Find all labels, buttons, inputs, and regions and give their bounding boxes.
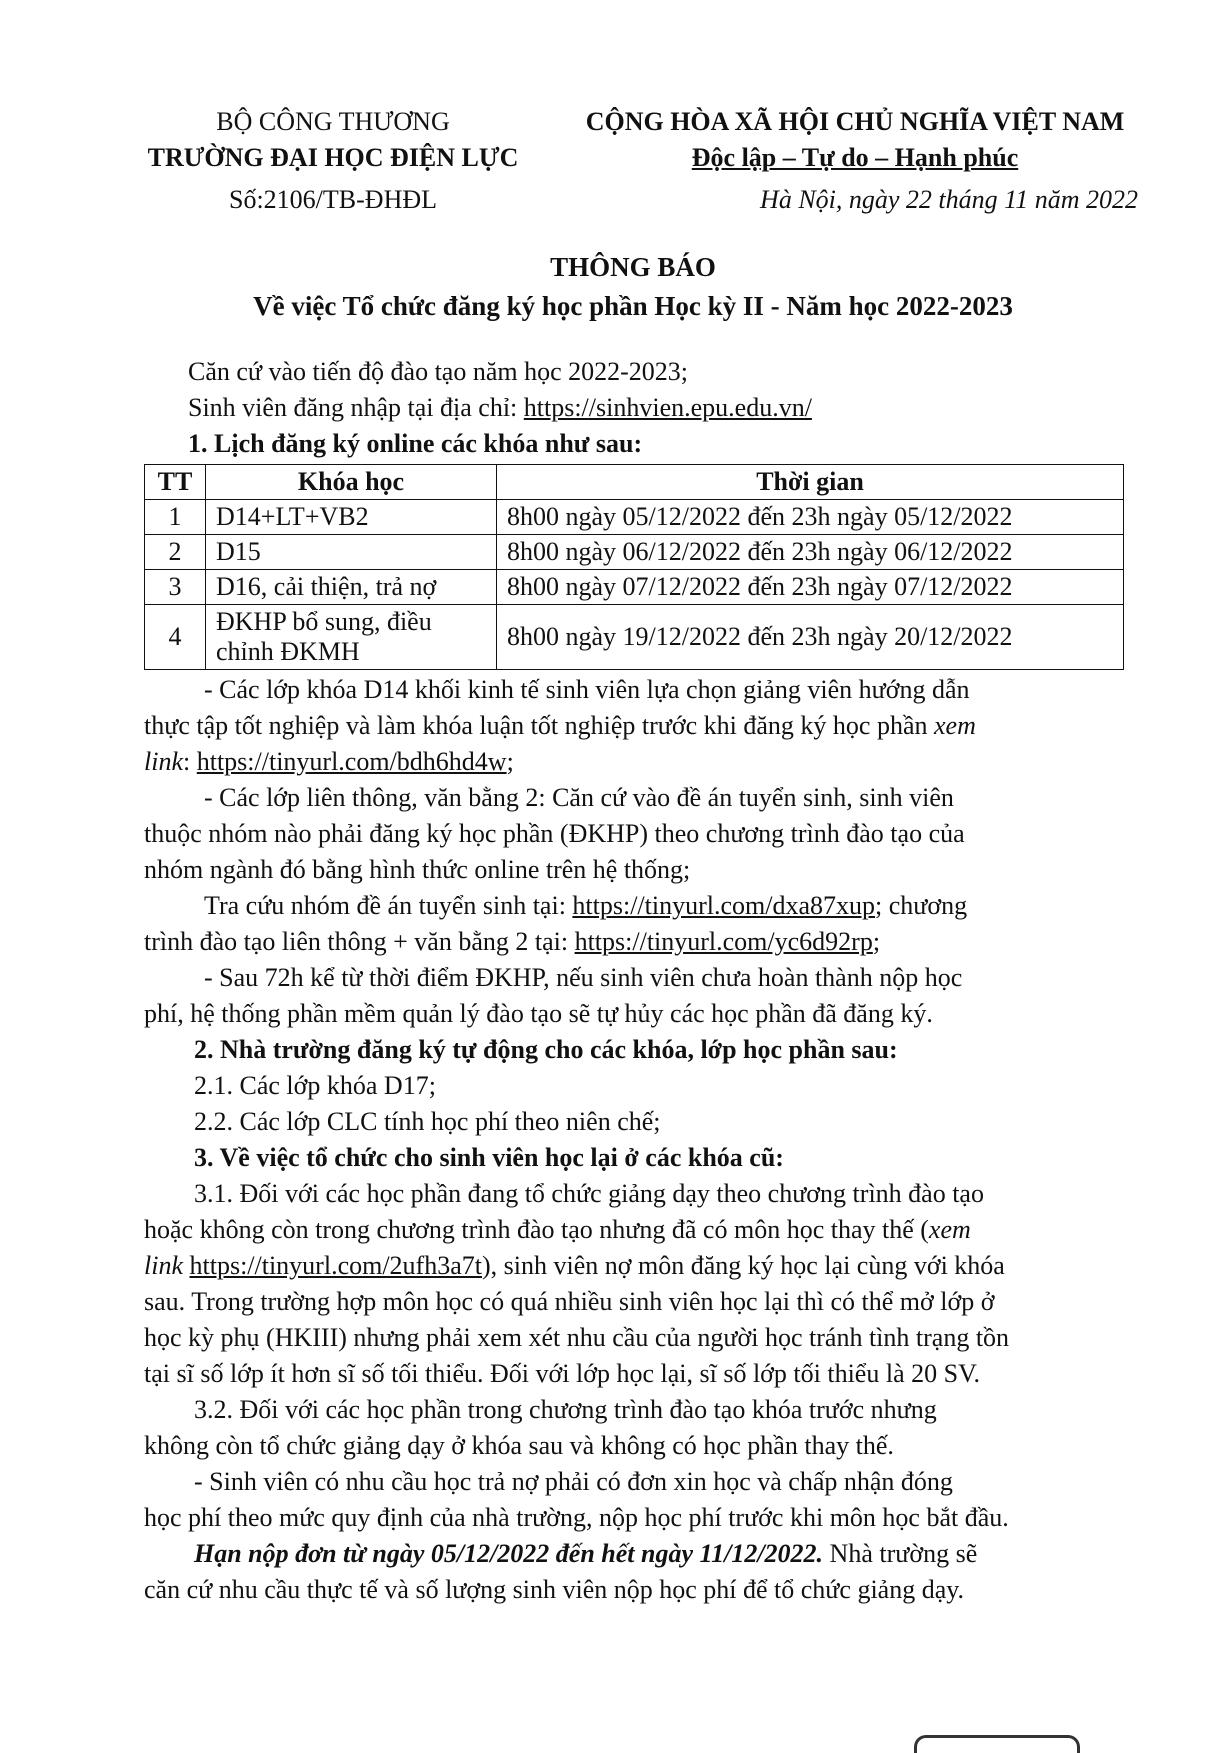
date-line: Hà Nội, ngày 22 tháng 11 năm 2022 xyxy=(760,185,1138,214)
curriculum-link[interactable]: https://tinyurl.com/yc6d92rp xyxy=(574,927,873,956)
paragraph-line: không còn tổ chức giảng dạy ở khóa sau và không có học phần thay thế. xyxy=(144,1431,894,1460)
paragraph-deadline xyxy=(144,1536,1124,1608)
table-cell: 4 xyxy=(145,605,206,670)
paragraph-line: căn cứ nhu cầu thực tế và số lượng sinh viên nộp học phí để tổ chức giảng dạy. xyxy=(144,1575,965,1604)
paragraph-end: ; xyxy=(506,747,514,776)
document-body xyxy=(144,354,1124,1608)
table-cell: 3 xyxy=(145,570,206,605)
paragraph-tra-cuu xyxy=(144,888,1124,960)
table-cell: 1 xyxy=(145,500,206,535)
replacement-courses-link[interactable]: https://tinyurl.com/2ufh3a7t xyxy=(189,1251,482,1280)
section-3-heading: 3. Về việc tổ chức cho sinh viên học lại ở các khóa cũ: xyxy=(194,1143,784,1172)
paragraph-line: - Các lớp khóa D14 khối kinh tế sinh viên lựa chọn giảng viên hướng dẫn xyxy=(204,675,970,704)
section-2-item: 2.1. Các lớp khóa D17; xyxy=(194,1071,436,1100)
paragraph-line xyxy=(144,708,1124,744)
paragraph-line xyxy=(144,1248,1124,1284)
table-cell: 8h00 ngày 06/12/2022 đến 23h ngày 06/12/2022 xyxy=(497,535,1124,570)
republic-name: CỘNG HÒA XÃ HỘI CHỦ NGHĨA VIỆT NAM xyxy=(585,107,1125,136)
table-header-cell: TT xyxy=(145,465,206,500)
paragraph-line: thuộc nhóm nào phải đăng ký học phần (ĐKHP) theo chương trình đào tạo của xyxy=(144,819,965,848)
paragraph-line: link: https://tinyurl.com/bdh6hd4w; xyxy=(144,747,514,776)
title-block xyxy=(128,248,1138,326)
paragraph-line: sau. Trong trường hợp môn học có quá nhiều sinh viên học lại thì có thể mở lớp ở xyxy=(144,1287,995,1316)
table-header-row xyxy=(145,465,1124,500)
stamp-edge-mark xyxy=(914,1735,1080,1753)
table-header-cell: Thời gian xyxy=(497,465,1124,500)
deadline-text: Hạn nộp đơn từ ngày 05/12/2022 đến hết ngày 11/12/2022. xyxy=(194,1539,824,1568)
table-cell: D14+LT+VB2 xyxy=(206,500,497,535)
paragraph-line xyxy=(144,888,1124,924)
school-name: TRƯỜNG ĐẠI HỌC ĐIỆN LỰC xyxy=(147,143,519,172)
paragraph-line xyxy=(144,1212,1124,1248)
paragraph-72h xyxy=(144,960,1124,1032)
paragraph-text: Tra cứu nhóm đề án tuyển sinh tại: xyxy=(204,891,573,920)
paragraph-tra-no xyxy=(144,1464,1124,1536)
paragraph-line: tại sĩ số lớp ít hơn sĩ số tối thiểu. Đối với lớp học lại, sĩ số lớp tối thiểu là 20 SV. xyxy=(144,1359,980,1388)
intro-line-2 xyxy=(144,390,1124,426)
paragraph-text: ), sinh viên nợ môn đăng ký học lại cùng với khóa xyxy=(481,1251,1005,1280)
header-left xyxy=(128,104,538,218)
d14-thesis-link[interactable]: https://tinyurl.com/bdh6hd4w xyxy=(196,747,507,776)
table-row xyxy=(145,570,1124,605)
table-row xyxy=(145,500,1124,535)
paragraph-lien-thong xyxy=(144,780,1124,888)
admission-groups-link[interactable]: https://tinyurl.com/dxa87xup xyxy=(572,891,876,920)
table-row xyxy=(145,535,1124,570)
xem-text: xem xyxy=(928,1215,971,1244)
paragraph-line: 3.1. Đối với các học phần đang tổ chức giảng dạy theo chương trình đào tạo xyxy=(194,1179,984,1208)
table-cell: 8h00 ngày 05/12/2022 đến 23h ngày 05/12/2022 xyxy=(497,500,1124,535)
document-subtitle: Về việc Tổ chức đăng ký học phần Học kỳ II - Năm học 2022-2023 xyxy=(253,291,1013,321)
paragraph-line xyxy=(144,1536,1124,1572)
paragraph-line xyxy=(144,924,1124,960)
table-cell: ĐKHP bổ sung, điều chỉnh ĐKMH xyxy=(206,605,497,670)
student-portal-link[interactable]: https://sinhvien.epu.edu.vn/ xyxy=(523,393,812,422)
paragraph-3-2 xyxy=(144,1392,1124,1464)
paragraph-d14 xyxy=(144,672,1124,780)
link-label: link xyxy=(144,747,183,776)
paragraph-line: - Sau 72h kể từ thời điểm ĐKHP, nếu sinh viên chưa hoàn thành nộp học xyxy=(204,963,963,992)
paragraph-line: - Các lớp liên thông, văn bằng 2: Căn cứ vào đề án tuyển sinh, sinh viên xyxy=(204,783,954,812)
paragraph-3-1 xyxy=(144,1176,1124,1392)
paragraph-line: phí, hệ thống phần mềm quản lý đào tạo sẽ tự hủy các học phần đã đăng ký. xyxy=(144,999,933,1028)
paragraph-text: Nhà trường sẽ xyxy=(823,1539,978,1568)
ministry-name: BỘ CÔNG THƯƠNG xyxy=(216,107,450,136)
paragraph-end: ; xyxy=(872,927,881,956)
link-label: link xyxy=(144,1251,183,1280)
intro-line-2-text: Sinh viên đăng nhập tại địa chỉ: xyxy=(188,393,524,422)
document-number: Số:2106/TB-ĐHĐL xyxy=(229,185,437,214)
paragraph-line: - Sinh viên có nhu cầu học trả nợ phải có đơn xin học và chấp nhận đóng xyxy=(194,1467,953,1496)
table-row xyxy=(145,605,1124,670)
national-motto: Độc lập – Tự do – Hạnh phúc xyxy=(691,143,1019,172)
table-cell: 2 xyxy=(145,535,206,570)
document-title: THÔNG BÁO xyxy=(550,252,716,282)
paragraph-text: ; chương xyxy=(875,891,968,920)
section-2-item: 2.2. Các lớp CLC tính học phí theo niên chế; xyxy=(194,1107,661,1136)
table-cell: D16, cải thiện, trả nợ xyxy=(206,570,497,605)
paragraph-text: trình đào tạo liên thông + văn bằng 2 tại: xyxy=(144,927,575,956)
table-cell: 8h00 ngày 19/12/2022 đến 23h ngày 20/12/2022 xyxy=(497,605,1124,670)
paragraph-line: nhóm ngành đó bằng hình thức online trên hệ thống; xyxy=(144,855,691,884)
paragraph-text: hoặc không còn trong chương trình đào tạo nhưng đã có môn học thay thế ( xyxy=(144,1215,929,1244)
intro-line-1: Căn cứ vào tiến độ đào tạo năm học 2022-2023; xyxy=(188,357,689,386)
paragraph-line: 3.2. Đối với các học phần trong chương trình đào tạo khóa trước nhưng xyxy=(194,1395,937,1424)
header-right xyxy=(560,104,1150,218)
paragraph-text: thực tập tốt nghiệp và làm khóa luận tốt nghiệp trước khi đăng ký học phần xyxy=(144,711,928,740)
table-header-cell: Khóa học xyxy=(206,465,497,500)
section-1-heading: 1. Lịch đăng ký online các khóa như sau: xyxy=(188,429,643,458)
paragraph-line: học kỳ phụ (HKIII) nhưng phải xem xét nhu cầu của người học tránh tình trạng tồn xyxy=(144,1323,1010,1352)
section-2-heading: 2. Nhà trường đăng ký tự động cho các khóa, lớp học phần sau: xyxy=(194,1035,898,1064)
paragraph-line: học phí theo mức quy định của nhà trường, nộp học phí trước khi môn học bắt đầu. xyxy=(144,1503,1009,1532)
xem-text: xem xyxy=(933,711,976,740)
table-cell: 8h00 ngày 07/12/2022 đến 23h ngày 07/12/2022 xyxy=(497,570,1124,605)
table-cell: D15 xyxy=(206,535,497,570)
registration-schedule-table xyxy=(144,464,1124,670)
